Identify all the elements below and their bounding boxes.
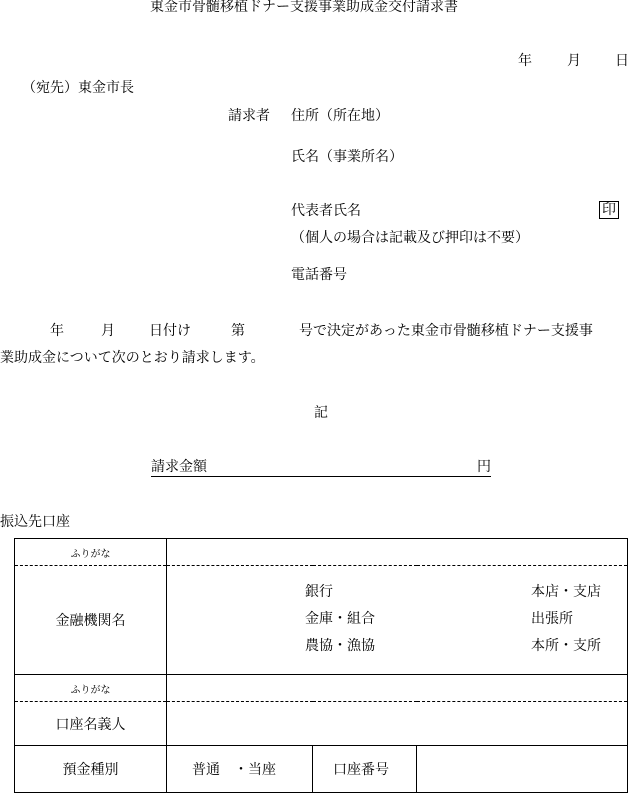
institution-furigana-field[interactable]	[167, 539, 628, 566]
amount-line	[151, 458, 491, 477]
address-label: 住所（所在地）	[291, 108, 389, 124]
date-year: 年	[518, 53, 532, 69]
body-dai: 第	[231, 323, 245, 339]
account-number-label: 口座番号	[313, 746, 417, 793]
seal-note: （個人の場合は記載及び押印は不要）	[291, 230, 529, 246]
body-dated: 日付け	[149, 323, 191, 339]
body-month: 月	[101, 323, 115, 339]
document-title: 東金市骨髄移植ドナー支援事業助成金交付請求書	[150, 0, 458, 15]
body-line2: 業助成金について次のとおり請求します。	[0, 350, 265, 366]
inst-type-bank: 銀行	[305, 584, 333, 600]
branch-type-office: 出張所	[531, 611, 573, 627]
holder-field[interactable]	[167, 702, 628, 746]
account-section-title: 振込先口座	[0, 514, 70, 530]
body-line1-rest: 号で決定があった東金市骨髄移植ドナー支援事	[299, 323, 593, 339]
deposit-type-label: 預金種別	[15, 746, 167, 793]
ki-heading: 記	[314, 405, 328, 421]
name-label: 氏名（事業所名）	[291, 149, 403, 165]
inst-type-nokyo: 農協・漁協	[305, 638, 375, 654]
date-month: 月	[567, 53, 581, 69]
amount-unit: 円	[477, 459, 491, 475]
branch-type-honsho: 本所・支所	[531, 638, 601, 654]
account-number-field[interactable]	[417, 746, 628, 793]
phone-label: 電話番号	[291, 267, 347, 283]
date-day: 日	[615, 53, 629, 69]
amount-label: 請求金額	[151, 459, 207, 475]
branch-type-main: 本店・支店	[531, 584, 601, 600]
holder-label: 口座名義人	[15, 702, 167, 746]
furigana-label-2: ふりがな	[15, 675, 167, 702]
inst-type-shinkin: 金庫・組合	[305, 611, 375, 627]
deposit-type-options[interactable]: 普通 ・当座	[167, 746, 313, 793]
furigana-label: ふりがな	[15, 539, 167, 566]
body-year: 年	[50, 323, 64, 339]
addressee: （宛先）東金市長	[22, 80, 134, 96]
institution-field[interactable]	[167, 566, 628, 675]
holder-furigana-field[interactable]	[167, 675, 628, 702]
seal-mark: 印	[599, 201, 619, 219]
claimant-label: 請求者	[228, 108, 270, 124]
representative-label: 代表者氏名	[291, 203, 361, 219]
institution-label: 金融機関名	[15, 566, 167, 675]
account-table	[14, 538, 628, 793]
